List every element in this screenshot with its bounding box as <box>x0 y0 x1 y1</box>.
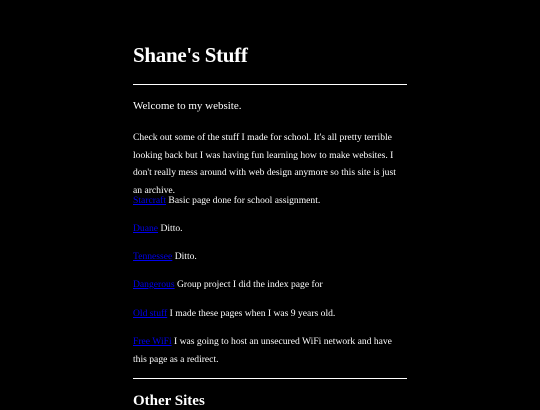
list-item-description: I made these pages when I was 9 years old. <box>167 308 336 319</box>
list-item-description: I was going to host an unsecured WiFi network and have this page as a redirect. <box>133 336 392 365</box>
dangerous-link[interactable]: Dangerous <box>133 279 175 290</box>
list-item <box>133 276 407 294</box>
free-wifi-link[interactable]: Free WiFi <box>133 336 172 347</box>
list-item <box>133 192 407 210</box>
list-item-description: Basic page done for school assignment. <box>166 195 321 206</box>
intro-paragraph: Check out some of the stuff I made for school. It's all pretty terrible looking back but I was having fun learning how to make websites. I don't really mess around with web design anymore so this site is just an archive. <box>133 132 396 196</box>
welcome-text: Welcome to my website. <box>133 100 242 112</box>
list-item <box>133 248 407 266</box>
page-title: Shane's Stuff <box>133 43 248 67</box>
bottom-divider <box>133 378 407 379</box>
other-sites-heading: Other Sites <box>133 393 205 409</box>
top-divider <box>133 84 407 85</box>
list-item <box>133 305 407 323</box>
list-item <box>133 333 407 368</box>
starcraft-link[interactable]: Starcraft <box>133 195 167 206</box>
list-item <box>133 220 407 238</box>
duane-link[interactable]: Duane <box>133 223 159 234</box>
list-item-description: Ditto. <box>158 223 183 234</box>
list-item-description: Ditto. <box>172 251 197 262</box>
tennessee-link[interactable]: Tennessee <box>133 251 173 262</box>
list-item-description: Group project I did the index page for <box>174 279 323 290</box>
old-stuff-link[interactable]: Old stuff <box>133 308 168 319</box>
